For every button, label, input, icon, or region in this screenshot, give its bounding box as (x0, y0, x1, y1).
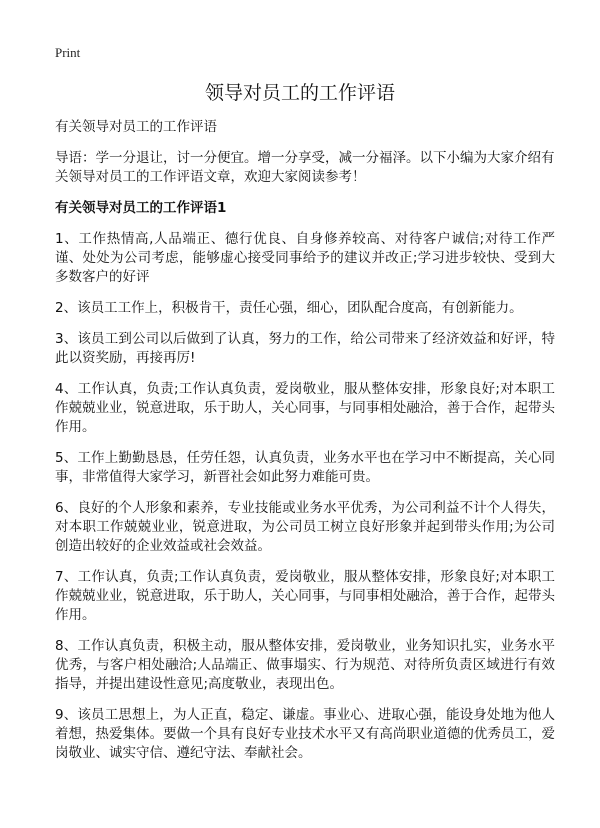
evaluation-item-9: 9、该员工思想上，为人正直，稳定、谦虚。事业心、进取心强，能设身处地为他人着想，热爱集体。要做一个具有良好专业技术水平又有高尚职业道德的优秀员工，爱岗敬业、诚实守信、遵纪守法、奉献社会。 (55, 707, 555, 761)
evaluation-item-1: 1、工作热情高,人品端正、德行优良、自身修养较高、对待客户诚信;对待工作严谨、处处为公司考虑，能够虚心接受同事给予的建议并改正;学习进步较快、受到大多数客户的好评 (55, 231, 555, 285)
evaluation-item-3: 3、该员工到公司以后做到了认真，努力的工作，给公司带来了经济效益和好评，特此以资奖励，再接再厉! (55, 331, 555, 366)
evaluation-item-6: 6、良好的个人形象和素养，专业技能或业务水平优秀，为公司利益不计个人得失，对本职工作兢兢业业，锐意进取，为公司员工树立良好形象并起到带头作用;为公司创造出较好的企业效益或社会效益。 (55, 500, 555, 554)
document-body (55, 118, 555, 775)
intro-paragraph: 导语：学一分退让，讨一分便宜。增一分享受，减一分福泽。以下小编为大家介绍有关领导对员工的工作评语文章，欢迎大家阅读参考！ (55, 150, 555, 185)
print-link[interactable]: Print (55, 45, 81, 60)
document-subtitle: 有关领导对员工的工作评语 (55, 119, 217, 135)
evaluation-item-4: 4、工作认真，负责;工作认真负责，爱岗敬业，服从整体安排，形象良好;对本职工作兢兢业业，锐意进取，乐于助人，关心同事，与同事相处融洽，善于合作，起带头作用。 (55, 381, 555, 435)
evaluation-item-7: 7、工作认真，负责;工作认真负责，爱岗敬业，服从整体安排，形象良好;对本职工作兢兢业业，锐意进取，乐于助人，关心同事，与同事相处融洽，善于合作，起带头作用。 (55, 569, 555, 623)
page-title: 领导对员工的工作评语 (204, 82, 395, 104)
section-heading: 有关领导对员工的工作评语1 (55, 200, 227, 216)
evaluation-item-2: 2、该员工工作上，积极肯干，责任心强，细心，团队配合度高，有创新能力。 (55, 300, 523, 316)
evaluation-item-8: 8、工作认真负责，积极主动，服从整体安排，爱岗敬业，业务知识扎实，业务水平优秀，与客户相处融洽;人品端正、做事塌实、行为规范、对待所负责区域进行有效指导，并提出建设性意见;高度敬业，表现出色。 (55, 638, 555, 692)
evaluation-item-5: 5、工作上勤勤恳恳，任劳任怨，认真负责，业务水平也在学习中不断提高，关心同事，非常值得大家学习，新晋社会如此努力难能可贵。 (55, 450, 555, 485)
